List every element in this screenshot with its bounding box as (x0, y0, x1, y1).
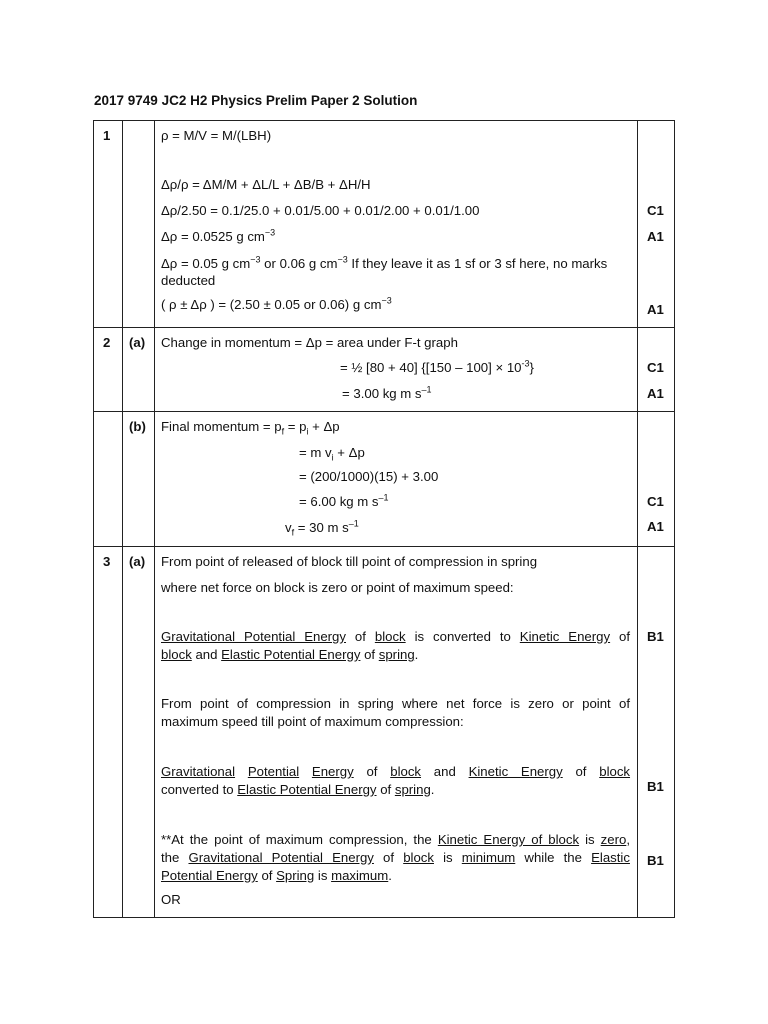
area-calculation: = ½ [80 + 40] $\{[150 - 100] \times 10^{-3}\}$ (340, 358, 534, 375)
row-divider (93, 546, 675, 547)
final-momentum-result: = 6.00 kg m $s^{-1}$ (299, 492, 389, 509)
table-column-divider (637, 120, 638, 918)
final-density-answer: ( ρ ± Δρ ) = (2.50 ± 0.05 or 0.06) g $cm^{-3}$ (161, 295, 392, 312)
question-part: (a) (129, 335, 146, 350)
mark-c1: C1 (647, 203, 664, 218)
question-number: 1 (103, 128, 111, 143)
energy-stage-2-intro-cont: maximum speed till point of maximum compression: (161, 714, 464, 729)
uncertainty-result: Δρ = 0.0525 g $cm^{-3}$ (161, 227, 276, 244)
table-border-right (674, 120, 675, 918)
max-compression-line1: **At the point of maximum compression, the Kinetic Energy of block is zero, (161, 832, 630, 847)
row-divider (93, 327, 675, 328)
uncertainty-note: deducted (161, 273, 216, 288)
table-border-top (93, 120, 675, 121)
momentum-change-result: = 3.00 kg m $s^{-1}$ (342, 384, 432, 401)
document-title: 2017 9749 JC2 H2 Physics Prelim Paper 2 Solution (94, 93, 418, 108)
energy-stage-2-intro: From point of compression in spring where net force is zero or point of (161, 696, 630, 711)
table-column-divider (122, 120, 123, 918)
final-velocity-result: $v_f = 30$ m $s^{-1}$ (285, 518, 359, 538)
question-number: 2 (103, 335, 111, 350)
max-compression-line2: the Gravitational Potential Energy of block is minimum while the Elastic (161, 850, 630, 865)
mark-c1: C1 (647, 360, 664, 375)
max-compression-line3: Potential Energy of Spring is maximum. (161, 868, 392, 883)
question-part: (a) (129, 554, 146, 569)
table-border-bottom (93, 917, 675, 918)
mark-c1: C1 (647, 494, 664, 509)
mark-a1: A1 (647, 386, 664, 401)
energy-conversion-2-line1: Gravitational Potential Energy of block and Kinetic Energy of block (161, 764, 631, 779)
row-divider (93, 411, 675, 412)
mark-b1: B1 (647, 853, 664, 868)
momentum-change-statement: Change in momentum = Δp = area under F-t graph (161, 335, 458, 350)
question-part: (b) (129, 419, 146, 434)
momentum-substitution: = (200/1000)(15) + 3.00 (299, 469, 439, 484)
energy-conversion-1-line2: block and Elastic Potential Energy of spring. (161, 647, 419, 662)
mark-b1: B1 (647, 629, 664, 644)
question-number: 3 (103, 554, 111, 569)
energy-stage-1-intro: From point of released of block till point of compression in spring (161, 554, 538, 569)
mark-a1: A1 (647, 229, 664, 244)
fractional-uncertainty-formula: Δρ/ρ = ΔM/M + ΔL/L + ΔB/B + ΔH/H (161, 177, 371, 192)
table-column-divider (154, 120, 155, 918)
final-momentum-equation: Final momentum = $p_f = p_i + \Delta p$ (161, 419, 340, 437)
or-label: OR (161, 892, 181, 907)
energy-stage-1-intro-cont: where net force on block is zero or point of maximum speed: (161, 580, 514, 595)
table-border-left (93, 120, 94, 918)
energy-conversion-1-line1: Gravitational Potential Energy of block is converted to Kinetic Energy of (161, 629, 631, 644)
density-formula: ρ = M/V = M/(LBH) (161, 128, 272, 143)
mark-a1: A1 (647, 302, 664, 317)
momentum-expansion: = m $v_i + \Delta p$ (299, 445, 365, 463)
energy-conversion-2-line2: converted to Elastic Potential Energy of spring. (161, 782, 435, 797)
uncertainty-substitution: Δρ/2.50 = 0.1/25.0 + 0.01/5.00 + 0.01/2.00 + 0.01/1.00 (161, 203, 480, 218)
uncertainty-rounded: Δρ = 0.05 g $cm^{-3}$ or 0.06 g $cm^{-3}$ If they leave it as 1 sf or 3 sf here, no marks (161, 254, 608, 271)
mark-b1: B1 (647, 779, 664, 794)
mark-a1: A1 (647, 519, 664, 534)
